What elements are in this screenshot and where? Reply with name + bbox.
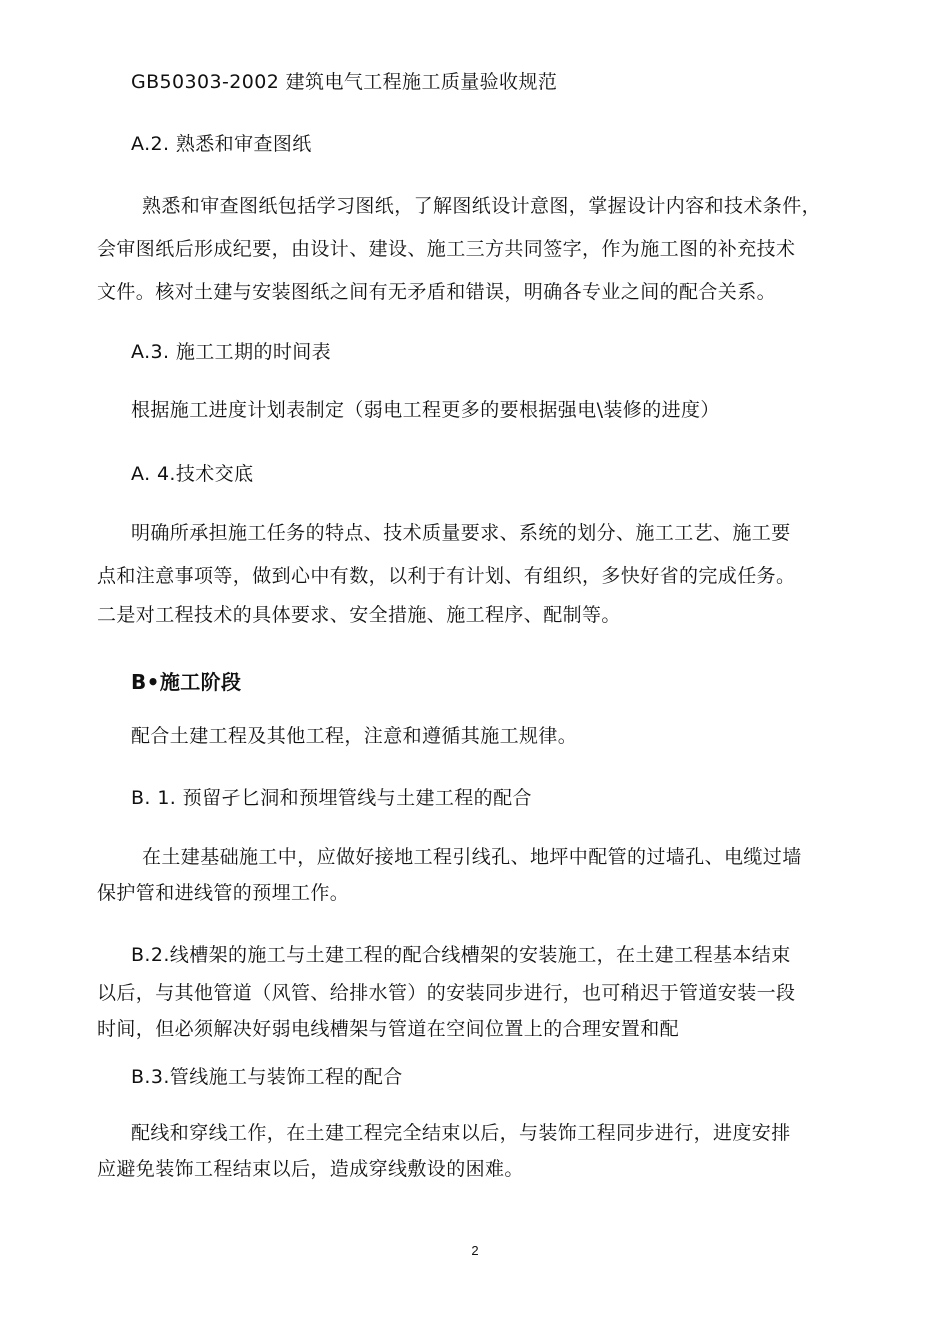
- section-heading-b3: B.3.管线施工与装饰工程的配合: [131, 1066, 403, 1088]
- paragraph-line: 配线和穿线工作，在土建工程完全结束以后，与装饰工程同步进行，进度安排: [131, 1122, 791, 1144]
- paragraph-line: 会审图纸后形成纪要，由设计、建设、施工三方共同签字，作为施工图的补充技术: [97, 238, 796, 260]
- paragraph-line: 应避免装饰工程结束以后，造成穿线敷设的困难。: [97, 1158, 524, 1180]
- paragraph-line: B.2.线槽架的施工与土建工程的配合线槽架的安装施工，在土建工程基本结束: [131, 944, 791, 966]
- standard-reference: GB50303-2002 建筑电气工程施工质量验收规范: [131, 71, 558, 93]
- paragraph-line: 时间，但必须解决好弱电线槽架与管道在空间位置上的合理安置和配: [97, 1018, 680, 1040]
- section-heading-a2: A.2. 熟悉和审查图纸: [131, 133, 312, 155]
- section-heading-a4: A. 4.技术交底: [131, 463, 254, 485]
- paragraph-line: 配合土建工程及其他工程，注意和遵循其施工规律。: [131, 725, 578, 747]
- paragraph-line: 在土建基础施工中，应做好接地工程引线孔、地坪中配管的过墙孔、电缆过墙: [142, 846, 802, 868]
- paragraph-line: 点和注意事项等，做到心中有数，以利于有计划、有组织，多快好省的完成任务。: [97, 565, 796, 587]
- paragraph-line: 熟悉和审查图纸包括学习图纸，了解图纸设计意图，掌握设计内容和技术条件，: [142, 195, 822, 217]
- paragraph-line: 以后，与其他管道（风管、给排水管）的安装同步进行，也可稍迟于管道安装一段: [97, 982, 796, 1004]
- paragraph-line: 保护管和进线管的预埋工作。: [97, 882, 350, 904]
- paragraph-line: 明确所承担施工任务的特点、技术质量要求、系统的划分、施工工艺、施工要: [131, 522, 791, 544]
- section-heading-b1: B. 1. 预留孑匕洞和预埋管线与土建工程的配合: [131, 787, 532, 809]
- paragraph-line: 根据施工进度计划表制定（弱电工程更多的要根据强电\装修的进度）: [131, 399, 720, 421]
- section-heading-b: B•施工阶段: [131, 670, 242, 694]
- paragraph-line: 二是对工程技术的具体要求、安全措施、施工程序、配制等。: [97, 604, 621, 626]
- paragraph-line: 文件。核对土建与安装图纸之间有无矛盾和错误，明确各专业之间的配合关系。: [97, 281, 777, 303]
- section-heading-a3: A.3. 施工工期的时间表: [131, 341, 332, 363]
- page-number: 2: [471, 1243, 479, 1258]
